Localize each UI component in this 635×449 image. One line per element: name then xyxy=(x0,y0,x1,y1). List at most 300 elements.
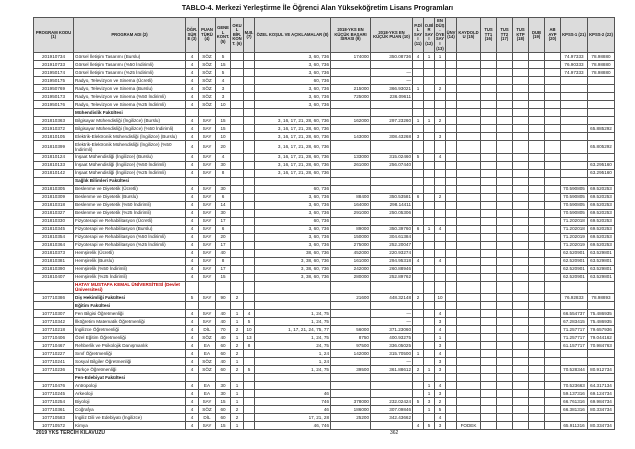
cell: 56000 xyxy=(331,325,371,333)
cell xyxy=(457,317,481,325)
cell: 4 xyxy=(413,421,424,429)
cell: 1 xyxy=(231,397,244,405)
cell xyxy=(513,117,529,125)
cell xyxy=(413,325,424,333)
cell xyxy=(34,177,74,185)
cell xyxy=(513,61,529,69)
cell: — xyxy=(371,69,413,77)
cell: 1 xyxy=(413,117,424,125)
cell xyxy=(457,193,481,201)
cell: 4 xyxy=(413,53,424,61)
cell: 5 xyxy=(216,53,231,61)
cell xyxy=(244,257,255,265)
cell xyxy=(435,249,446,257)
cell xyxy=(513,421,529,429)
cell xyxy=(457,185,481,193)
cell xyxy=(413,201,424,209)
cell: 4 xyxy=(186,241,199,249)
cell: 4 xyxy=(244,309,255,317)
cell: Elektrik-Elektronik Mühendisliği (İngilizce) (Burslu) xyxy=(74,133,186,141)
cell xyxy=(446,141,457,153)
cell xyxy=(513,265,529,273)
cell: 74.97333 xyxy=(561,69,588,77)
cell xyxy=(497,301,513,309)
cell xyxy=(435,209,446,217)
cell: 4 xyxy=(186,421,199,429)
cell xyxy=(497,389,513,397)
cell xyxy=(413,185,424,193)
cell xyxy=(497,265,513,273)
cell xyxy=(545,309,561,317)
cell: 162000 xyxy=(331,117,371,125)
cell: 275000 xyxy=(331,241,371,249)
cell xyxy=(529,193,545,201)
column-header: PUAN TÜRÜ (4) xyxy=(199,18,216,53)
cell xyxy=(481,185,497,193)
cell xyxy=(513,257,529,265)
cell xyxy=(497,397,513,405)
cell xyxy=(457,225,481,233)
cell: Kimya xyxy=(74,421,186,429)
cell xyxy=(457,125,481,133)
cell xyxy=(371,169,413,177)
cell xyxy=(186,373,199,381)
table-row xyxy=(34,357,615,365)
cell xyxy=(545,349,561,357)
cell: EA xyxy=(199,341,216,349)
cell xyxy=(446,373,457,381)
cell: 366.93021 xyxy=(371,85,413,93)
cell xyxy=(435,217,446,225)
cell xyxy=(446,413,457,421)
cell: — xyxy=(371,357,413,365)
cell xyxy=(545,85,561,93)
cell xyxy=(481,193,497,201)
column-header: P.DİL SAYI (11) xyxy=(413,18,424,53)
cell xyxy=(481,317,497,325)
cell: SAY xyxy=(199,153,216,161)
cell xyxy=(529,101,545,109)
cell: İngiliz Dili ve Edebiyatı (İngilizce) xyxy=(74,413,186,421)
cell: 70 xyxy=(216,325,231,333)
cell: 2 xyxy=(231,405,244,413)
cell: 4 xyxy=(186,349,199,357)
cell xyxy=(457,257,481,265)
cell: 186000 xyxy=(331,405,371,413)
cell xyxy=(457,293,481,301)
cell: 1 xyxy=(231,357,244,365)
cell xyxy=(513,325,529,333)
cell xyxy=(529,333,545,341)
cell: 40 xyxy=(216,317,231,325)
cell: 5 xyxy=(424,421,435,429)
cell xyxy=(457,161,481,169)
cell xyxy=(529,141,545,153)
cell: 1 xyxy=(231,421,244,429)
cell xyxy=(513,273,529,281)
cell xyxy=(413,101,424,109)
cell xyxy=(529,133,545,141)
table-row xyxy=(34,77,615,85)
cell: Hemşirelik (%50 İndirimli) xyxy=(74,265,186,273)
column-header: TUS TT2 (17) xyxy=(497,18,513,53)
cell xyxy=(424,281,435,293)
cell xyxy=(331,217,371,225)
cell: 40 xyxy=(216,249,231,257)
table-row xyxy=(34,281,615,293)
cell: 107710476 xyxy=(34,381,74,389)
cell xyxy=(244,405,255,413)
table-row xyxy=(34,93,615,101)
cell xyxy=(457,101,481,109)
cell: Fen Bilgisi Öğretmenliği xyxy=(74,309,186,317)
column-header: 2018-YKS EN KÜÇÜK PUAN (10) xyxy=(371,18,413,53)
cell: 1, 24 xyxy=(255,357,331,365)
cell: 201810399 xyxy=(34,141,74,153)
cell xyxy=(231,77,244,85)
cell xyxy=(497,405,513,413)
cell: SÖZ xyxy=(199,61,216,69)
cell xyxy=(231,161,244,169)
cell xyxy=(446,109,457,117)
cell xyxy=(244,233,255,241)
cell: SAY xyxy=(199,141,216,153)
cell xyxy=(529,349,545,357)
cell: 725000 xyxy=(331,93,371,101)
cell: 75.486935 xyxy=(588,317,615,325)
cell xyxy=(446,389,457,397)
cell xyxy=(231,85,244,93)
cell xyxy=(457,325,481,333)
cell xyxy=(513,301,529,309)
cell: 304.61384 xyxy=(371,233,413,241)
cell: 74.97333 xyxy=(561,53,588,61)
cell: SAY xyxy=(199,217,216,225)
cell: 20 xyxy=(216,233,231,241)
table-row xyxy=(34,169,615,177)
cell xyxy=(513,233,529,241)
cell: 65.805292 xyxy=(588,141,615,153)
cell: 250.05306 xyxy=(371,209,413,217)
cell: 252.89762 xyxy=(371,273,413,281)
cell xyxy=(244,421,255,429)
cell xyxy=(457,109,481,117)
cell xyxy=(513,381,529,389)
cell: 4 xyxy=(186,265,199,273)
table-row xyxy=(34,161,615,169)
cell xyxy=(331,169,371,177)
cell: 232.02424 xyxy=(371,397,413,405)
cell xyxy=(457,201,481,209)
cell: EA xyxy=(199,349,216,357)
cell: 30 xyxy=(216,209,231,217)
cell: 76.90333 xyxy=(561,61,588,69)
cell xyxy=(244,413,255,421)
cell xyxy=(513,53,529,61)
cell xyxy=(588,109,615,117)
cell xyxy=(435,265,446,273)
cell xyxy=(231,193,244,201)
table-row xyxy=(34,349,615,357)
cell: 2 xyxy=(435,397,446,405)
cell xyxy=(424,413,435,421)
cell: 3 xyxy=(435,341,446,349)
cell: 201810363 xyxy=(34,117,74,125)
cell xyxy=(529,125,545,133)
cell xyxy=(545,217,561,225)
cell: 201810124 xyxy=(34,153,74,161)
cell: 4 xyxy=(186,77,199,85)
cell xyxy=(435,273,446,281)
cell xyxy=(446,93,457,101)
cell: 3, 60, 736 xyxy=(255,53,331,61)
cell xyxy=(435,177,446,185)
cell xyxy=(529,161,545,169)
cell xyxy=(413,169,424,177)
cell xyxy=(199,373,216,381)
cell xyxy=(446,61,457,69)
cell: 62.520901 xyxy=(561,249,588,257)
cell: 80.334734 xyxy=(588,421,615,429)
cell xyxy=(244,125,255,133)
cell xyxy=(513,309,529,317)
faculty-name: Fen-Edebiyat Fakültesi xyxy=(74,373,186,381)
cell: 63.529801 xyxy=(588,273,615,281)
faculty-name: Eğitim Fakültesi xyxy=(74,301,186,309)
cell: 4 xyxy=(435,413,446,421)
cell xyxy=(331,125,371,133)
cell xyxy=(513,241,529,249)
cell xyxy=(545,317,561,325)
cell xyxy=(435,301,446,309)
cell: SAY xyxy=(199,133,216,141)
cell xyxy=(231,373,244,381)
cell xyxy=(497,185,513,193)
cell: Sosyal Bilgiler Öğretmenliği xyxy=(74,357,186,365)
cell: 69.124734 xyxy=(588,389,615,397)
cell: 452000 xyxy=(331,249,371,257)
cell: 201810381 xyxy=(34,257,74,265)
column-header: EN DÜŞ. ÖYE SAYI (13) xyxy=(435,18,446,53)
cell xyxy=(497,125,513,133)
cell xyxy=(497,153,513,161)
cell: 280000 xyxy=(331,273,371,281)
cell xyxy=(424,133,435,141)
column-header: ÖĞR. SÜRE (3) xyxy=(186,18,199,53)
cell xyxy=(529,293,545,301)
column-header: PROGRAM KODU (1) xyxy=(34,18,74,53)
column-header: M.B. (7) xyxy=(244,18,255,53)
cell xyxy=(481,141,497,153)
cell xyxy=(545,169,561,177)
cell xyxy=(435,201,446,209)
cell xyxy=(497,341,513,349)
cell xyxy=(513,365,529,373)
cell: Radyo, Televizyon ve Sinema (%25 İndirimli) xyxy=(74,101,186,109)
cell xyxy=(371,373,413,381)
cell xyxy=(424,69,435,77)
cell xyxy=(446,241,457,249)
cell xyxy=(413,177,424,185)
cell xyxy=(481,397,497,405)
cell xyxy=(481,201,497,209)
cell: 8 xyxy=(244,341,255,349)
cell: 3 xyxy=(216,85,231,93)
cell xyxy=(481,365,497,373)
cell xyxy=(244,349,255,357)
cell: 4 xyxy=(186,117,199,125)
cell xyxy=(446,301,457,309)
cell xyxy=(529,273,545,281)
cell: SAY xyxy=(199,233,216,241)
cell xyxy=(481,265,497,273)
cell: SÖZ xyxy=(199,101,216,109)
cell xyxy=(457,69,481,77)
cell xyxy=(481,333,497,341)
cell xyxy=(446,133,457,141)
cell: 4 xyxy=(186,389,199,397)
cell xyxy=(231,109,244,117)
cell: SÖZ xyxy=(199,53,216,61)
cell: 3, 38, 60, 736 xyxy=(255,257,331,265)
cell xyxy=(529,209,545,217)
cell xyxy=(244,281,255,293)
cell xyxy=(561,101,588,109)
cell xyxy=(497,281,513,293)
cell: 3, 60, 736 xyxy=(255,233,331,241)
cell xyxy=(424,185,435,193)
cell: 4 xyxy=(435,225,446,233)
cell xyxy=(561,349,588,357)
cell xyxy=(413,281,424,293)
cell: 80.912734 xyxy=(588,365,615,373)
cell: 17 xyxy=(216,241,231,249)
cell xyxy=(34,301,74,309)
cell xyxy=(561,117,588,125)
cell xyxy=(481,117,497,125)
cell xyxy=(424,317,435,325)
cell: SAY xyxy=(199,209,216,217)
cell xyxy=(481,233,497,241)
cell xyxy=(446,233,457,241)
cell: 220.93274 xyxy=(371,249,413,257)
cell xyxy=(545,201,561,209)
cell xyxy=(371,185,413,193)
table-row xyxy=(34,341,615,349)
cell: 66.381316 xyxy=(561,405,588,413)
cell: 107710386 xyxy=(34,293,74,301)
cell: 201810354 xyxy=(34,233,74,241)
cell xyxy=(529,85,545,93)
cell xyxy=(424,201,435,209)
cell: İngilizce Öğretmenliği xyxy=(74,325,186,333)
cell xyxy=(481,301,497,309)
cell xyxy=(255,381,331,389)
cell xyxy=(216,373,231,381)
cell xyxy=(413,93,424,101)
cell: 97500 xyxy=(331,341,371,349)
cell: 201810345 xyxy=(34,225,74,233)
cell: 3, 16, 17, 21, 28, 60, 736 xyxy=(255,169,331,177)
cell: 71.257717 xyxy=(561,333,588,341)
cell: 1 xyxy=(231,389,244,397)
cell: Arkeoloji xyxy=(74,389,186,397)
cell xyxy=(34,373,74,381)
cell xyxy=(446,397,457,405)
cell xyxy=(413,389,424,397)
cell xyxy=(481,125,497,133)
cell xyxy=(435,281,446,293)
cell xyxy=(497,177,513,185)
cell: 62.520901 xyxy=(561,265,588,273)
cell: 4 xyxy=(186,101,199,109)
cell: 15 xyxy=(216,397,231,405)
cell xyxy=(481,169,497,177)
cell: 63.529801 xyxy=(588,257,615,265)
cell: 6 xyxy=(216,193,231,201)
cell: Hemşirelik (Ücretli) xyxy=(74,249,186,257)
cell xyxy=(457,133,481,141)
cell xyxy=(435,233,446,241)
cell: 66.761316 xyxy=(561,397,588,405)
cell: 1 xyxy=(424,53,435,61)
cell xyxy=(497,117,513,125)
cell xyxy=(424,217,435,225)
cell: 3, 60, 736 xyxy=(255,93,331,101)
cell xyxy=(545,365,561,373)
cell: 3, 16, 17, 21, 28, 60, 736 xyxy=(255,161,331,169)
cell xyxy=(424,273,435,281)
cell xyxy=(529,201,545,209)
cell: SAY xyxy=(199,117,216,125)
cell: 215000 xyxy=(331,85,371,93)
cell xyxy=(545,293,561,301)
cell: — xyxy=(371,309,413,317)
cell: SÖZ xyxy=(199,85,216,93)
cell: 1, 24, 75 xyxy=(255,309,331,317)
cell: Beslenme ve Diyetetik (%50 İndirimli) xyxy=(74,201,186,209)
cell: 4 xyxy=(186,365,199,373)
cell xyxy=(529,325,545,333)
cell xyxy=(513,209,529,217)
cell xyxy=(481,69,497,77)
cell xyxy=(588,357,615,365)
cell xyxy=(231,185,244,193)
cell xyxy=(545,93,561,101)
cell: 201810390 xyxy=(34,265,74,273)
cell: 3, 60, 736 xyxy=(255,61,331,69)
cell xyxy=(513,349,529,357)
cell xyxy=(244,61,255,69)
cell xyxy=(529,93,545,101)
cell xyxy=(413,217,424,225)
cell: 69.520253 xyxy=(588,241,615,249)
cell: 4 xyxy=(186,405,199,413)
cell xyxy=(529,177,545,185)
cell xyxy=(497,333,513,341)
cell xyxy=(513,293,529,301)
cell xyxy=(371,61,413,69)
cell xyxy=(457,309,481,317)
column-header: ÖZEL KOŞUL VE AÇIKLAMALAR (8) xyxy=(255,18,331,53)
cell: SÖZ xyxy=(199,357,216,365)
cell xyxy=(481,281,497,293)
cell: 1 xyxy=(424,225,435,233)
cell: 4 xyxy=(186,153,199,161)
cell xyxy=(413,301,424,309)
column-header: OKUL BİR. KONT. (6) xyxy=(231,18,244,53)
cell xyxy=(545,101,561,109)
